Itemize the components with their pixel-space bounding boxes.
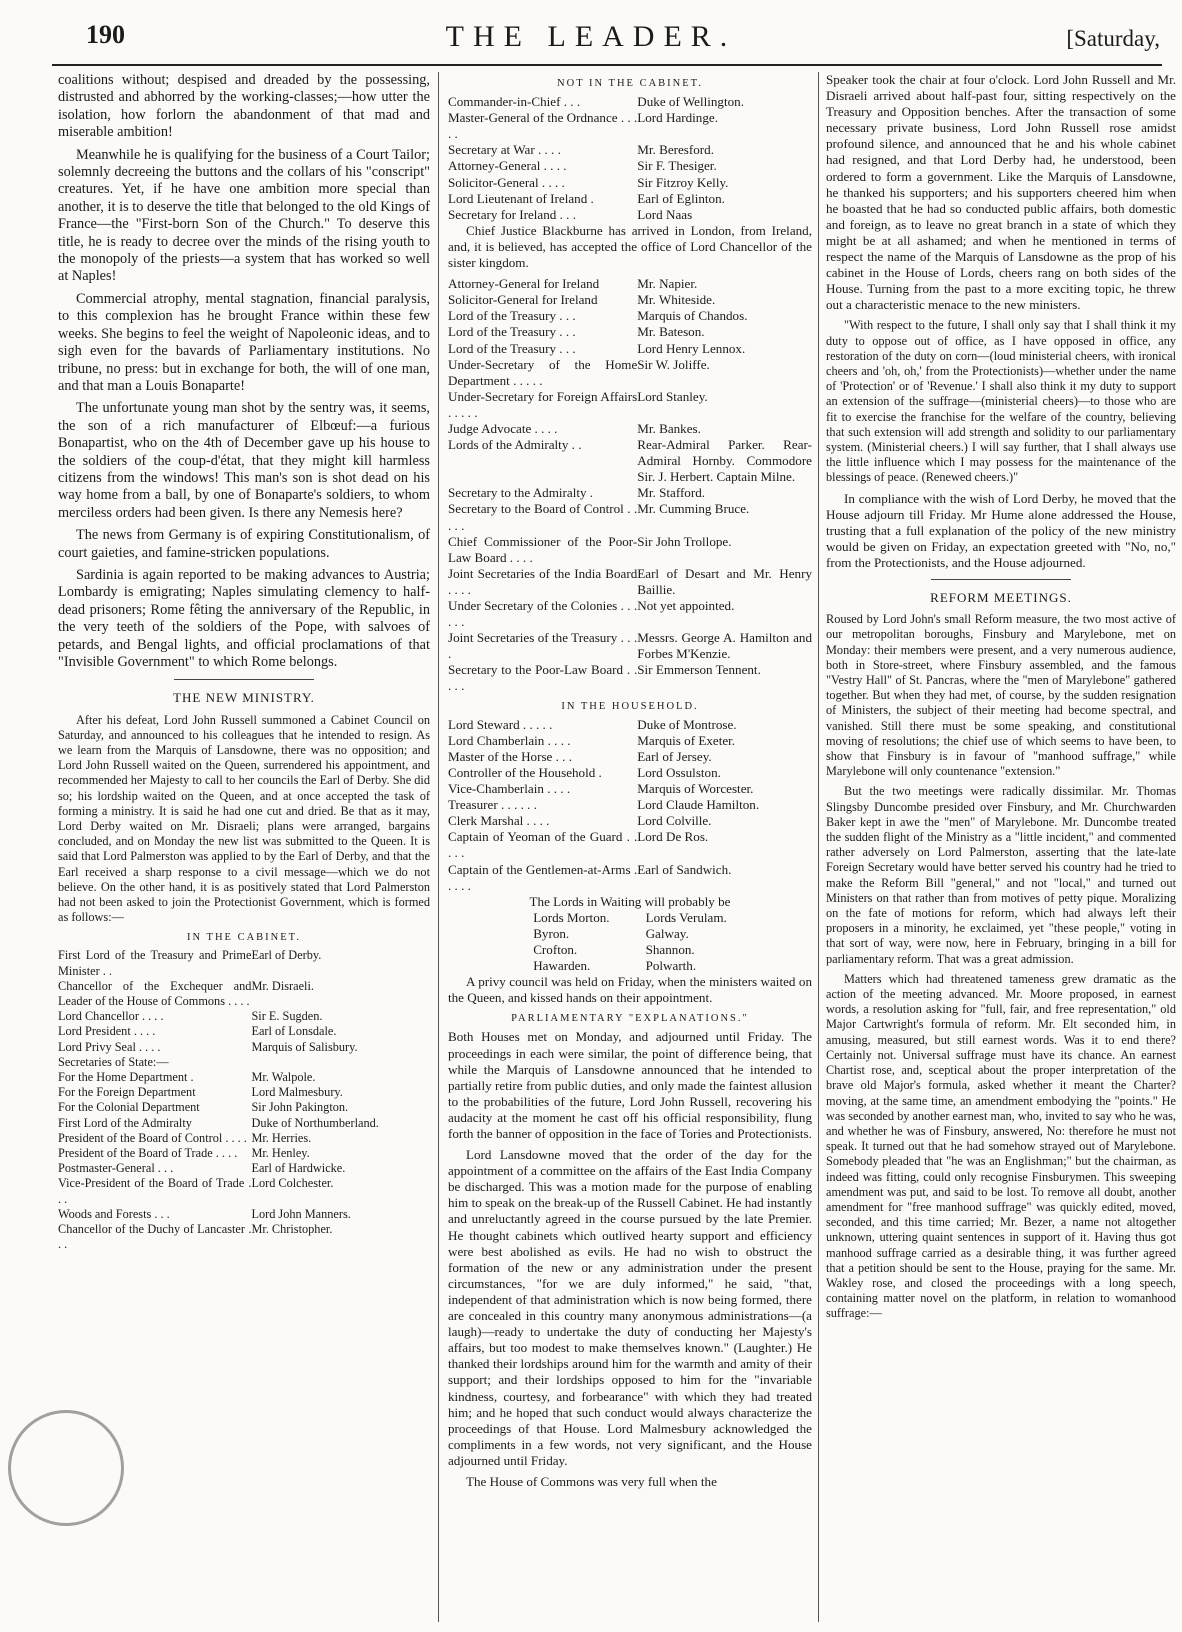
list-item: Lord of the Treasury . . . Mr. Bateson. xyxy=(448,324,705,340)
paragraph: Commercial atrophy, mental stagnation, financial paralysis, to this complexion has he brought France within these few weeks. She begins to feel the weight of Napoleonic ideas, and to sigh even for the bavards of Parliamentary institutions. No tribune, no press: but in exchange for both, the will of one man, and that man a Louis Bonaparte! xyxy=(58,290,430,394)
paragraph: Meanwhile he is qualifying for the business of a Court Tailor; solemnly decreeing the buttons and the collars of his "conscript" creatures. Yet, if he have one ambition more special than another, it is to deserve the title that belonged to the old Kings of France—the "First-born Son of the Church." To deserve this title, he is ready to decree over the minds of the rising youth to the monopoly of the priests—a system that has worked so well at Naples! xyxy=(58,146,430,285)
column-separator xyxy=(438,72,439,1622)
cabinet-list xyxy=(58,948,430,1252)
list-item: Captain of Yeoman of the Guard . . . . . Lord De Ros. xyxy=(448,829,709,861)
list-item: Lord Steward . . . . . Duke of Montrose. xyxy=(448,716,737,732)
list-item: Lord of the Treasury . . . Lord Henry Lennox. xyxy=(448,340,746,356)
list-item: Controller of the Household . Lord Ossulston. xyxy=(448,764,721,780)
list-item: Postmaster-General . . . Earl of Hardwicke. xyxy=(58,1161,346,1176)
list-item: Attorney-General for Ireland Mr. Napier. xyxy=(448,276,698,292)
list-item: Captain of the Gentlemen-at-Arms . . . . . Earl of Sandwich. xyxy=(448,861,732,893)
paragraph: In compliance with the wish of Lord Derby, he moved that the House adjourn till Friday. Mr Hume alone addressed the House, trusting that a full explanation of the policy of the new ministry would be given on Friday, an expectation greeted with "No, no," from the Protectionists, and the House adjourned. xyxy=(826,490,1176,571)
list-item: Joint Secretaries of the Treasury . . . . Messrs. George A. Hamilton and Forbes M'Kenzie. xyxy=(448,630,812,662)
paragraph: Speaker took the chair at four o'clock. Lord John Russell and Mr. Disraeli arrived about half-past four, sitting respectively on the Treasury and Opposition benches. After the transaction of some necessary private business, Lord John Russell rose amidst profound silence, and announced that he and his whole cabinet had resigned, and that Lord Derby had, he understood, been ordered to form a government. Like the Marquis of Lansdowne, he thanked his supporters; and his supporters cheered him when he boasted that he had so conducted public affairs, both domestic and foreign, as to leave no great branch in a state of which they might be at all ashamed; and when he mentioned in terms of respect the name of the Marquis of Lansdowne as the prop of his cabinet in the House of Lords, cheers rang on both sides of the House. Turning from the past to a more exciting topic, he threw out a characteristic menace to the new ministers. xyxy=(826,72,1176,313)
list-item: Lords of the Admiralty . . Rear-Admiral Parker. Rear-Admiral Hornby. Commodore Sir. J. Herbert. Captain Milne. xyxy=(448,437,812,485)
not-cabinet-list xyxy=(448,94,812,223)
paragraph: The unfortunate young man shot by the sentry was, it seems, the son of a rich manufacturer of Elbœuf:—a furious Bonapartist, who on the 4th of December gave up his house to the soldiers of the coup-d'état, that they might kill harmless citizens from the windows! This man's son is shot dead on his way home from a ball, by one of Bonaparte's soldiers, to whom merciless orders had been given. Is there any Nemesis here? xyxy=(58,400,430,521)
library-stamp xyxy=(8,1410,124,1526)
paragraph: A privy council was held on Friday, when the ministers waited on the Queen, and kissed hands on their appointment. xyxy=(448,974,812,1006)
list-item: Lord Chamberlain . . . . Marquis of Exeter. xyxy=(448,732,736,748)
list-item: Secretary for Ireland . . . Lord Naas xyxy=(448,206,693,222)
list-item: For the Colonial Department Sir John Pakington. xyxy=(58,1100,349,1115)
paragraph: The House of Commons was very full when the xyxy=(466,1473,717,1489)
paragraph: coalitions without; despised and dreaded by the possessing, distrusted and abhorred by the working-classes;—how utter the isolation, how forlorn the abandonment of that mad and miserable ambition! xyxy=(58,72,430,141)
paragraph: But the two meetings were radically dissimilar. Mr. Thomas Slingsby Duncombe presided over Finsbury, and Mr. Churchwarden Baker kept in awe the "men" of Marylebone. Mr. Duncombe treated the sudden flight of the Ministry as a "little incident," and commented rather adversely on Lord Palmerston, asserting that the late-late Foreign Secretary would have better served his country had he tried to make the Reform Bill "general," and not "local," and turned out Ministers on that rather than from motives of petty pique. Moralizing on the fate of motions for reform, which had always left their proposers in a minority, he exclaimed, yet "these people," voting in that sort of way, were now, here in February, bringing in a bill for parliamentary reform. That was a great admission. xyxy=(826,784,1176,966)
list-item: Master-General of the Ordnance . . . . . Lord Hardinge. xyxy=(448,110,718,142)
section-heading: REFORM MEETINGS. xyxy=(930,590,1072,606)
list-item: First Lord of the Admiralty Duke of Northumberland. xyxy=(58,1115,379,1130)
household-list xyxy=(448,717,812,894)
subsection-heading: PARLIAMENTARY "EXPLANATIONS." xyxy=(511,1013,749,1025)
list-item: Commander-in-Chief . . . Duke of Wellington. xyxy=(448,94,744,110)
list-item: Chancellor of the Exchequer and Leader of the House of Commons . . . . Mr. Disraeli. xyxy=(58,978,314,1009)
list-item: For the Foreign Department Lord Malmesbury. xyxy=(58,1085,343,1100)
list-item: For the Home Department . Mr. Walpole. xyxy=(58,1070,316,1085)
list-item: Lord Chancellor . . . . Sir E. Sugden. xyxy=(58,1009,323,1024)
list-item: Secretary to the Admiralty . Mr. Stafford. xyxy=(448,485,706,501)
not-cabinet-list-continued xyxy=(448,276,812,694)
list-item: Secretary at War . . . . Mr. Beresford. xyxy=(448,142,714,158)
list-item: Judge Advocate . . . . Mr. Bankes. xyxy=(448,420,701,436)
subsection-heading: IN THE CABINET. xyxy=(187,932,301,944)
list-item: Woods and Forests . . . Lord John Manners. xyxy=(58,1206,351,1221)
list-item: Chief Commissioner of the Poor-Law Board . . . . Sir John Trollope. xyxy=(448,533,732,565)
column-1 xyxy=(58,72,430,1253)
subsection-heading: NOT IN THE CABINET. xyxy=(557,78,703,89)
column-3 xyxy=(826,72,1176,1327)
paragraph: Sardinia is again reported to be making advances to Austria; Lombardy is emigrating; Naples simulating clemency to half-dead prisoners; Rome fêting the anniversary of the Republic, in the very teeth of the soldiers of the Pope, with salvoes of petards, and Bengal lights, and official proclamations of that "Invisible Government" to which Rome belongs. xyxy=(58,566,430,670)
column-2 xyxy=(448,72,812,1495)
section-rule xyxy=(174,679,314,680)
section-rule xyxy=(931,579,1071,580)
list-item: Secretary to the Board of Control . . . . . Mr. Cumming Bruce. xyxy=(448,501,750,533)
paragraph: Lord Lansdowne moved that the order of the day for the appointment of a committee on the affairs of the East India Company be discharged. This was a motion made for the purpose of enabling him to speak on the break-up of the Russell Cabinet. He had instantly and unreluctantly agreed in the course pursued by the late Premier. He thought cabinets which outlived hearty support and efficiency were best abolished as evils. He had no wish to obstruct the formation of the new or any administration under the present circumstances, "for we are duly informed," he said, "that, independent of that administration which is now being formed, there are concealed in this country many anonymous administrations—(a laugh)—ready to undertake the duty of conducting her Majesty's affairs, but too modest to make themselves known." (Laughter.) He thanked their lordships around him for the warmth and amity of their support; and their lordships opposed to him for the "invariable kindness, courtesy, and forbearance" with which they had treated him; and he hoped that such conduct would always characterize the proceedings of that House. Lord Malmesbury acknowledged the compliments in a few words, not very significant, and the House adjourned until Friday. xyxy=(448,1147,813,1468)
list-item: Secretaries of State:— xyxy=(58,1054,169,1069)
lords-in-waiting xyxy=(448,894,812,974)
list-item: Lord of the Treasury . . . Marquis of Chandos. xyxy=(448,308,748,324)
list-item: Under Secretary of the Colonies . . . . . . Not yet appointed. xyxy=(448,598,735,630)
list-item: Master of the Horse . . . Earl of Jersey. xyxy=(448,748,712,764)
list-item: Solicitor-General for Ireland Mr. Whiteside. xyxy=(448,292,716,308)
list-item: President of the Board of Trade . . . . Mr. Henley. xyxy=(58,1146,310,1161)
paragraph: Both Houses met on Monday, and adjourned until Friday. The proceedings in each were similar, the point of difference being, that while the Marquis of Lansdowne announced that he intended to partially retire from public duties, and only made the faintest allusion to the probabilities of the future, Lord John Russell, recovering his audacity at the moment he cast off his official responsibility, flung forth the banner of opposition in the face of Tories and Protectionists. xyxy=(448,1029,812,1141)
list-item: Secretary to the Poor-Law Board . . . . . Sir Emmerson Tennent. xyxy=(448,662,761,694)
list-item: Lord Privy Seal . . . . Marquis of Salisbury. xyxy=(58,1039,358,1054)
list-item: Joint Secretaries of the India Board . . . . Earl of Desart and Mr. Henry Baillie. xyxy=(448,565,812,597)
column-separator xyxy=(818,72,819,1622)
list-item: Treasurer . . . . . . Lord Claude Hamilton. xyxy=(448,797,760,813)
list-item: President of the Board of Control . . . . Mr. Herries. xyxy=(58,1130,312,1145)
section-heading: THE NEW MINISTRY. xyxy=(173,690,315,706)
list-item: Lord Lieutenant of Ireland . Earl of Eglinton. xyxy=(448,190,725,206)
list-item: Under-Secretary of the Home Department . . . . . Sir W. Joliffe. xyxy=(448,356,710,388)
subsection-heading: IN THE HOUSEHOLD. xyxy=(561,700,699,712)
list-item: Vice-Chamberlain . . . . Marquis of Worcester. xyxy=(448,781,754,797)
list-item: Under-Secretary for Foreign Affairs . . . . . Lord Stanley. xyxy=(448,388,708,420)
issue-day: [Saturday, xyxy=(1066,26,1160,51)
list-item: Clerk Marshal . . . . Lord Colville. xyxy=(448,813,712,829)
list-item: Solicitor-General . . . . Sir Fitzroy Kelly. xyxy=(448,174,729,190)
paragraph: Matters which had threatened tameness grew dramatic as the action of the meeting advanced. Mr. Moore proposed, in earnest words, a resolution asking for "full, fair, and free representation," old Major Cartwright's formula of reform. Mr. Elt seconded him, in amusing, measured, but still earnest words. Was it to end there? Certainly not. Universal suffrage must have its chance. An earnest Chartist rose, and, sceptical about the proper interpretation of the brave old Major's formula, asked whether it meant the Charter? moving, at the same time, an amendment embodying the "points." He was seconded by another earnest man, who, invited to say who he was, and whether he was of Finsbury, answered, No: therefore he must not speak. It turned out that he had somehow strayed out of Marylebone. Somebody pleaded that "he was an Englishman;" but the chairman, as indeed was fitting, could only recognise Finsburymen. This sweeping amendment was put, and said to be lost. To remove all doubt, another amendment for "free manhood suffrage" was quickly edited, moved, seconded, and this time carried; Mr. Bezer, a name not altogether unknown, uttering quaint sentences in support of it. Having thus got manhood suffrage carried as a desirable thing, it was further agreed that a petition should be sent to the House, praying for the same. Mr. Wakley rose, and closed the proceedings with a long speech, containing matter novel on the platform, in relation to womanhood suffrage:— xyxy=(826,971,1176,1321)
paragraph: Chief Justice Blackburne has arrived in London, from Ireland, and, it is believed, has accepted the office of Lord Chancellor of the sister kingdom. xyxy=(448,222,812,271)
paragraph: After his defeat, Lord John Russell summoned a Cabinet Council on Saturday, and announced to his colleagues that he intended to resign. As we learn from the Marquis of Lansdowne, there was no opposition; and Lord John Russell waited on the Queen, surrendered his appointment, and recommended her Majesty to call to her councils the Earl of Derby. She did so; his lordship waited on the Queen, and at once accepted the task of forming a ministry. It is said he had one cut and dried. Be that as it may, Lord Derby waited on Mr. Disraeli; plans were arranged, bargains concluded, and on Monday the new list was submitted to the Queen. It is said that Lord Palmerston was applied to by the Earl of Derby, and that the Earl received a sharp response to a civil message—which we do not believe. On the other hand, it is as positively stated that Lord Palmerston had not been asked to join the Protectionist Government, which is formed as follows:— xyxy=(58,712,430,925)
waiting-table: Lords Morton. Lords Verulam. Byron. Galway. Crofton. Shannon. Hawarden. Polwarth. xyxy=(533,909,727,974)
quote: "With respect to the future, I shall only say that I shall think it my duty to oppose out of office, as I have opposed in office, any restoration of the duty on corn—(loud ministerial cheers, with ironical cheers and 'oh, oh,' from the Protectionists)—whether under the name of 'Protection' or of 'Revenue.' I shall also think it my duty to support an extension of the suffrage—(ministerial cheers)—to those who are fit to exercise the franchise for the welfare of the country, believing that such extension will add strength and solidity to our parliamentary system. (Ministerial cheers.) I will say further, that I shall always use the little influence which I may possess for the maintenance of the blessings of peace. (Renewed cheers.)" xyxy=(826,318,1176,485)
paper-title: THE LEADER. xyxy=(445,20,737,53)
list-item: Lord President . . . . Earl of Lonsdale. xyxy=(58,1024,337,1039)
top-rule xyxy=(52,64,1162,66)
page-number: 190 xyxy=(86,20,125,49)
paragraph: Roused by Lord John's small Reform measure, the two most active of our metropolitan boroughs, Finsbury and Marylebone, met on Monday: their members were present, and a very numerous audience, both in Store-street, where Finsbury assembled, and the famous "Vestry Hall" of St. Pancras, where the "men of Marylebone" gathered together. But when they had met, of course, by the sudden resignation of Ministers, the subject of their meeting had become spectral, and vanished. Still there must be some speaking, and constitutional moving of resolutions; the chief use of which seems to have been, to show that Finsbury is in favour of "manhood suffrage," while Marylebone will only countenance "extension." xyxy=(826,612,1176,779)
list-item: Chancellor of the Duchy of Lancaster . . . Mr. Christopher. xyxy=(58,1222,333,1252)
list-item: First Lord of the Treasury and Prime Minister . . Earl of Derby. xyxy=(58,948,322,978)
waiting-intro: The Lords in Waiting will probably be xyxy=(529,893,731,909)
list-item: Vice-President of the Board of Trade . . . Lord Colchester. xyxy=(58,1176,334,1206)
paragraph: The news from Germany is of expiring Constitutionalism, of court gaieties, and famine-stricken populations. xyxy=(58,527,430,561)
list-item: Attorney-General . . . . Sir F. Thesiger. xyxy=(448,158,717,174)
